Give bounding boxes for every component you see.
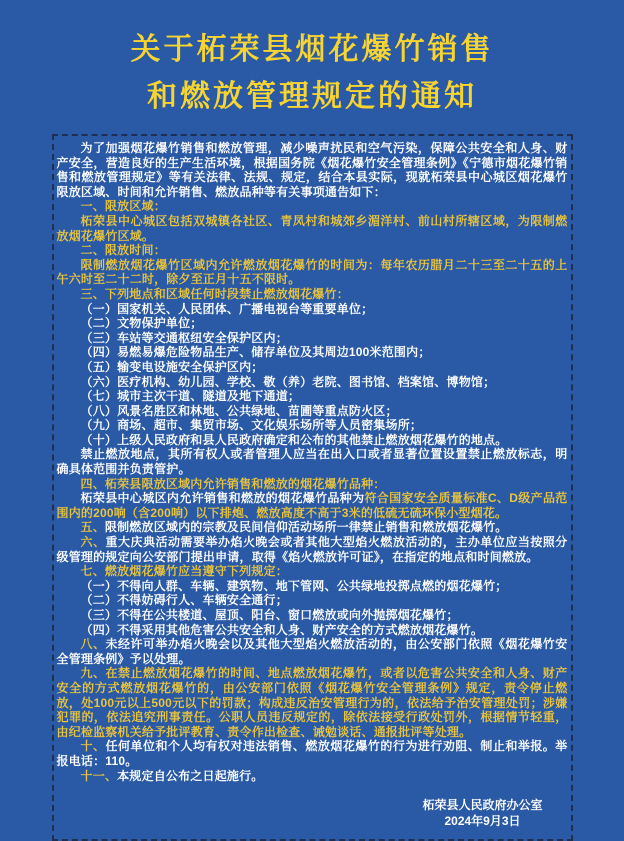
notice-paragraph xyxy=(57,433,568,448)
paragraph-segment: 八、 xyxy=(80,637,106,652)
notice-paragraph xyxy=(57,477,568,492)
paragraph-segment: （十）上级人民政府和县人民政府确定和公布的其他禁止燃放烟花爆竹的地点。 xyxy=(80,432,508,447)
signature-office: 柘荣县人民政府办公室 xyxy=(422,798,543,813)
notice-title-line1: 关于柘荣县烟花爆竹销售 xyxy=(130,33,494,66)
paragraph-segment: （二）文物保护单位； xyxy=(80,316,203,331)
paragraph-segment: 二、限放时间： xyxy=(80,243,166,258)
paragraph-segment: （四）不得采用其他危害公共安全和人身、财产安全的方式燃放烟花爆竹。 xyxy=(80,622,484,637)
notice-paragraph xyxy=(57,637,568,666)
notice-title-line2: 和燃放管理规定的通知 xyxy=(147,80,477,113)
notice-paragraph xyxy=(57,593,568,608)
notice-paragraph xyxy=(57,214,568,243)
notice-paragraph xyxy=(57,243,568,258)
paragraph-segment: 十一、 xyxy=(80,768,118,783)
paragraph-segment: 九、在禁止燃放烟花爆竹的时间、地点燃放烟花爆竹，或者以危害公共安全和人身、财产安全的方式燃放烟花爆竹的，由公安部门依照《烟花爆竹安全管理条例》规定，责令停止燃放，处100元以上500元以下的罚款；构成违反治安管理行为的，依法给予治安管理处罚；涉嫌犯罪的，依法追究刑事责任。公职人员违反规定的，除依法接受行政处罚外，根据情节轻重，由纪检监察机关给予批评教育、责令作出检查、诫勉谈话、通报批评等处理。 xyxy=(56,666,568,739)
paragraph-segment: （二）不得妨碍行人、车辆安全通行； xyxy=(80,593,288,608)
paragraph-segment: 柘荣县中心城区包括双城镇各社区、青凤村和城郊乡湄洋村、前山村所辖区域，为限制燃放烟花爆竹区域。 xyxy=(56,213,568,243)
notice-paragraph xyxy=(57,564,568,579)
notice-paragraph xyxy=(57,418,568,433)
paragraph-segment: 三、下列地点和区域任何时段禁止燃放烟花爆竹： xyxy=(80,286,349,301)
paragraph-segment: 四、柘荣县限放区域内允许销售和燃放的烟花爆竹品种： xyxy=(80,476,386,491)
paragraph-segment: （三）车站等交通枢纽安全保护区内； xyxy=(80,330,288,345)
paragraph-segment: 为了加强烟花爆竹销售和燃放管理，减少噪声扰民和空气污染，保障公共安全和人身、财产安全，营造良好的生产生活环境，根据国务院《烟花爆竹安全管理条例》《宁德市烟花爆竹销售和燃放管理规定》等有关法律、法规、规定，结合本县实际，现就柘荣县中心城区烟花爆竹限放区域、时间和允许销售、燃放品种等有关事项通告如下： xyxy=(56,141,568,199)
paragraph-segment: 任何单位和个人均有权对违法销售、燃放烟花爆竹的行为进行劝阻、制止和举报。举报电话：110。 xyxy=(56,739,568,768)
notice-paragraph xyxy=(57,360,568,375)
paragraph-segment: 本规定自公布之日起施行。 xyxy=(117,768,264,783)
notice-paragraph xyxy=(57,302,568,317)
paragraph-segment: （五）输变电设施安全保护区内； xyxy=(80,359,264,374)
paragraph-segment: （八）风景名胜区和林地、公共绿地、苗圃等重点防火区； xyxy=(80,403,398,418)
notice-title xyxy=(0,0,624,120)
notice-paragraph xyxy=(57,287,568,302)
paragraph-segment: 限制燃放区域内的宗教及民间信仰活动场所一律禁止销售和燃放烟花爆竹。 xyxy=(104,520,508,535)
notice-paragraph xyxy=(57,375,568,390)
notice-paragraph xyxy=(57,316,568,331)
paragraph-segment: （一）不得向人群、车辆、建筑物、地下管网、公共绿地投掷点燃的烟花爆竹； xyxy=(80,578,508,593)
paragraph-segment: 六、 xyxy=(80,535,106,550)
paragraph-segment: （四）易燃易爆危险物品生产、储存单位及其周边100米范围内； xyxy=(80,345,431,360)
notice-paragraph xyxy=(57,345,568,360)
notice-paragraph xyxy=(57,491,568,520)
notice-paragraph xyxy=(57,520,568,535)
paragraph-segment: 符合国家安全质量标准C、D级产品范围内的200响（含200响）以下排炮、燃放高度不高于3米的低硫无硫环保小型烟花。 xyxy=(56,491,568,520)
notice-paragraph xyxy=(57,199,568,214)
paragraph-segment: 十、 xyxy=(80,739,106,754)
notice-paragraph xyxy=(57,447,568,476)
notice-body-box xyxy=(52,134,573,841)
notice-paragraph xyxy=(57,258,568,287)
paragraph-segment: 五、 xyxy=(80,520,105,535)
notice-paragraph xyxy=(57,608,568,623)
paragraph-segment: （九）商场、超市、集贸市场、文化娱乐场所等人员密集场所； xyxy=(80,418,423,433)
signature-block xyxy=(422,797,542,829)
notice-paragraph xyxy=(57,331,568,346)
paragraph-segment: （一）国家机关、人民团体、广播电视台等重要单位； xyxy=(80,301,374,316)
notice-paragraph xyxy=(57,739,568,768)
notice-paragraph xyxy=(57,141,568,199)
paragraph-segment: 重大庆典活动需要举办焰火晚会或者其他大型焰火燃放活动的，主办单位应当按照分级管理的规定向公安部门提出申请，取得《焰火燃放许可证》，在指定的地点和时间燃放。 xyxy=(56,535,568,564)
notice-paragraph xyxy=(57,535,568,564)
paragraph-segment: （三）不得在公共楼道、屋顶、阳台、窗口燃放或向外抛掷烟花爆竹； xyxy=(80,608,459,622)
paragraph-segment: 限制燃放烟花爆竹区域内允许燃放烟花爆竹的时间为：每年农历腊月二十三至二十五的上午六时至二十二时，除夕至正月十五不限时。 xyxy=(56,257,568,287)
paragraph-segment: （七）城市主次干道、隧道及地下通道； xyxy=(80,389,301,404)
notice-paragraph xyxy=(57,623,568,638)
paragraph-segment: 柘荣县中心城区内允许销售和燃放的烟花爆竹品种为 xyxy=(80,491,365,506)
paragraph-segment: 未经许可举办焰火晚会以及其他大型焰火燃放活动的，由公安部门依照《烟花爆竹安全管理条例》予以处理。 xyxy=(56,637,568,666)
notice-paragraphs xyxy=(57,141,568,783)
notice-paragraph xyxy=(57,769,568,784)
notice-paragraph xyxy=(57,404,568,419)
signature-date: 2024年9月3日 xyxy=(444,814,521,829)
paragraph-segment: 七、燃放烟花爆竹应当遵守下列规定： xyxy=(80,564,288,579)
paragraph-segment: 一、限放区域： xyxy=(80,199,166,214)
notice-paragraph xyxy=(57,666,568,739)
notice-paragraph xyxy=(57,389,568,404)
notice-paragraph xyxy=(57,579,568,594)
paragraph-segment: 禁止燃放地点，其所有权人或者管理人应当在出入口或者显著位置设置禁止燃放标志，明确具体范围并负责管护。 xyxy=(56,447,568,477)
paragraph-segment: （六）医疗机构、幼儿园、学校、敬（养）老院、图书馆、档案馆、博物馆； xyxy=(80,374,496,389)
